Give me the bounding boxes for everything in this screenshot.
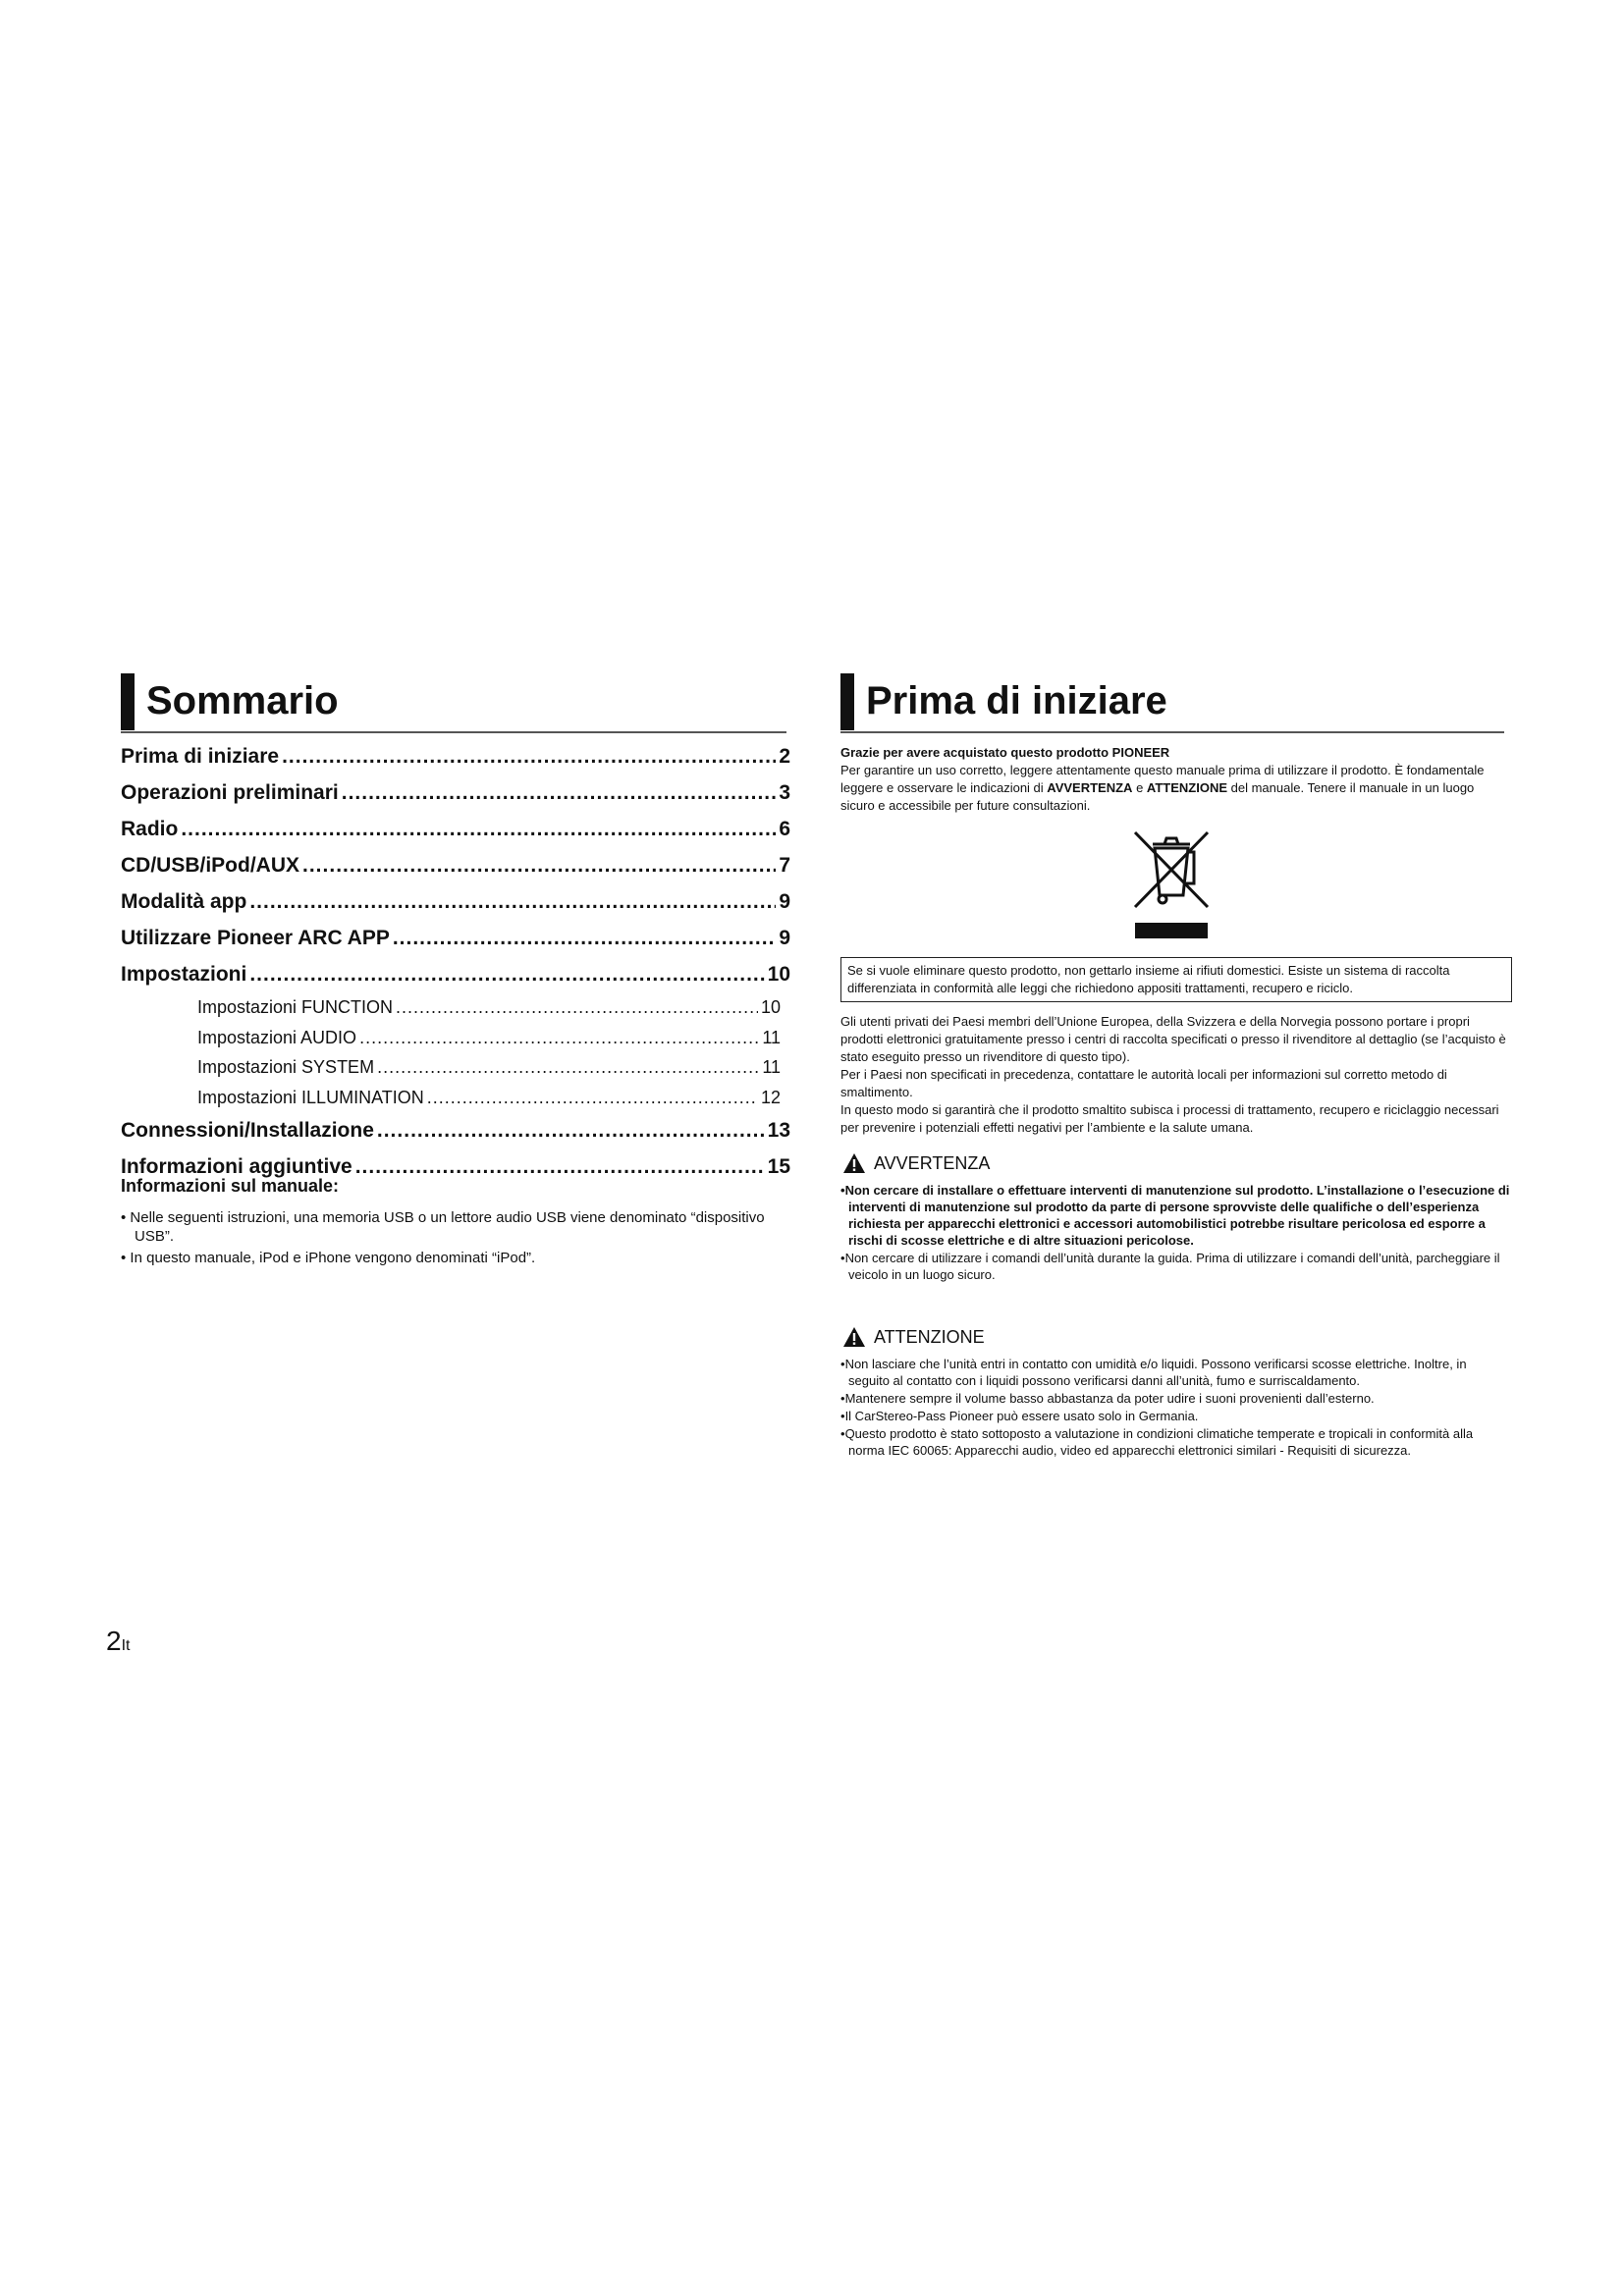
page-number	[106, 1625, 130, 1663]
attenzione-title: ATTENZIONE	[874, 1326, 985, 1347]
dot-leader	[396, 992, 758, 1023]
header-rule	[121, 731, 786, 733]
dot-leader	[427, 1083, 758, 1113]
header-rule	[840, 731, 1504, 733]
dot-leader	[302, 847, 776, 883]
toc-label: Impostazioni FUNCTION	[197, 997, 394, 1017]
toc-page: 13	[767, 1119, 790, 1142]
toc-label: Operazioni preliminari	[121, 781, 339, 804]
toc-label: Modalità app	[121, 890, 247, 913]
toc-page: 11	[762, 1027, 781, 1047]
list-item: • In questo manuale, iPod e iPhone vengono denominati “iPod”.	[121, 1249, 788, 1267]
warning-triangle-icon	[842, 1152, 866, 1174]
dot-leader	[249, 883, 776, 920]
dot-leader	[249, 956, 764, 992]
prima-title: Prima di iniziare	[866, 679, 1167, 722]
intro-block	[840, 744, 1510, 815]
dot-leader	[377, 1112, 765, 1148]
intro-text: Per garantire un uso corretto, leggere attentamente questo manuale prima di utilizzare il prodotto. È fondamentale leggere e osservare le indicazioni di	[840, 763, 1485, 795]
manual-info	[121, 1176, 788, 1270]
paragraph: Gli utenti privati dei Paesi membri dell’Unione Europea, della Svizzera e della Norvegia possono portare i propri prodotti elettronici gratuitamente presso i centri di raccolta specificati o presso il rivenditore al dettaglio (se l’acquisto è stato eseguito presso un rivenditore di questo tipo).	[840, 1014, 1506, 1064]
list-item: • Non cercare di installare o effettuare interventi di manutenzione sul prodotto. L’installazione o l’esecuzione di interventi di manutenzione sul prodotto da parte di persone sprovviste delle qualifiche o dell’esperienza richiesta per apparecchi elettronici e accessori automobilistici potrebbe risultare pericolosa ed esporre a rischi di scosse elettriche e di altre situazioni pericolose.	[840, 1182, 1510, 1249]
toc-label: Connessioni/Installazione	[121, 1119, 374, 1142]
toc-page: 7	[779, 854, 790, 877]
dot-leader	[282, 738, 776, 774]
dot-leader	[377, 1052, 759, 1083]
toc-entry[interactable]	[121, 811, 790, 847]
manual-info-list	[121, 1208, 788, 1267]
intro-text: e	[1132, 780, 1147, 795]
attenzione-heading	[842, 1326, 985, 1348]
intro-paragraph	[840, 762, 1510, 815]
list-item: • Nelle seguenti istruzioni, una memoria USB o un lettore audio USB viene denominato “dispositivo USB”.	[121, 1208, 788, 1246]
toc-page: 11	[762, 1057, 781, 1077]
paragraph: In questo modo si garantirà che il prodotto smaltito subisca i processi di trattamento, recupero e riciclaggio necessari per prevenire i potenziali effetti negativi per l’ambiente e la salute umana.	[840, 1102, 1499, 1135]
toc-page: 2	[779, 745, 790, 768]
toc-page: 9	[779, 927, 790, 949]
toc-subentry[interactable]	[121, 992, 790, 1023]
toc-label: Impostazioni SYSTEM	[197, 1057, 375, 1077]
crossed-out-wheelie-bin-icon	[1129, 823, 1214, 940]
toc-page: 15	[767, 1155, 790, 1178]
dot-leader	[181, 811, 776, 847]
toc-entry[interactable]	[121, 1112, 790, 1148]
paragraph: Per i Paesi non specificati in precedenza, contattare le autorità locali per informazioni sul corretto metodo di smaltimento.	[840, 1067, 1447, 1099]
page-number-value: 2	[106, 1626, 122, 1656]
toc-entry[interactable]	[121, 774, 790, 811]
dot-leader	[359, 1023, 759, 1053]
toc-entry[interactable]	[121, 883, 790, 920]
section-bar	[840, 673, 854, 730]
toc-entry[interactable]	[121, 920, 790, 956]
toc-entry[interactable]	[121, 738, 790, 774]
language-suffix: It	[121, 1637, 131, 1654]
toc-label: Impostazioni	[121, 963, 247, 986]
section-bar	[121, 673, 135, 730]
toc-page: 6	[779, 818, 790, 840]
toc-subentry[interactable]	[121, 1023, 790, 1053]
toc-label: Prima di iniziare	[121, 745, 280, 768]
table-of-contents	[121, 738, 790, 1185]
toc-entry[interactable]	[121, 956, 790, 992]
toc-label: Impostazioni ILLUMINATION	[197, 1087, 424, 1107]
attenzione-list	[840, 1356, 1510, 1460]
avvertenza-heading	[842, 1152, 990, 1174]
thanks-line: Grazie per avere acquistato questo prodotto PIONEER	[840, 745, 1170, 760]
toc-page: 12	[760, 1087, 781, 1107]
toc-label: CD/USB/iPod/AUX	[121, 854, 300, 877]
toc-label: Impostazioni AUDIO	[197, 1027, 357, 1047]
list-item: • Il CarStereo-Pass Pioneer può essere usato solo in Germania.	[840, 1408, 1510, 1424]
toc-page: 9	[779, 890, 790, 913]
intro-text: del manuale. Tenere il manuale in un luogo sicuro e accessibile per future consultazioni.	[840, 780, 1475, 813]
list-item: • Mantenere sempre il volume basso abbastanza da poter udire i suoni provenienti dall’esterno.	[840, 1390, 1510, 1407]
disposal-notice: Se si vuole eliminare questo prodotto, non gettarlo insieme ai rifiuti domestici. Esiste un sistema di raccolta differenziata in conformità alle leggi che richiedono appositi trattamenti, recupero e riciclo.	[840, 957, 1512, 1002]
toc-page: 3	[779, 781, 790, 804]
sommario-title: Sommario	[146, 679, 339, 722]
intro-avvertenza: AVVERTENZA	[1047, 780, 1133, 795]
toc-label: Informazioni aggiuntive	[121, 1155, 352, 1178]
manual-info-title: Informazioni sul manuale:	[121, 1176, 340, 1196]
dot-leader	[342, 774, 777, 811]
disposal-info	[840, 1013, 1510, 1137]
dot-leader	[393, 920, 776, 956]
toc-subentry[interactable]	[121, 1083, 790, 1113]
list-item: • Non cercare di utilizzare i comandi dell’unità durante la guida. Prima di utilizzare i comandi dell’unità, parcheggiare il veicolo in un luogo sicuro.	[840, 1250, 1510, 1283]
avvertenza-title: AVVERTENZA	[874, 1152, 991, 1173]
toc-label: Radio	[121, 818, 179, 840]
toc-subentry[interactable]	[121, 1052, 790, 1083]
toc-entry[interactable]	[121, 847, 790, 883]
sommario-header	[121, 671, 786, 732]
prima-header	[840, 671, 1504, 732]
list-item: • Non lasciare che l’unità entri in contatto con umidità e/o liquidi. Possono verificarsi scosse elettriche. Inoltre, in seguito al contatto con i liquidi possono verificarsi danni all’unità, fumo e surriscaldamento.	[840, 1356, 1510, 1389]
warning-triangle-icon	[842, 1326, 866, 1348]
toc-page: 10	[760, 997, 781, 1017]
toc-label: Utilizzare Pioneer ARC APP	[121, 927, 390, 949]
list-item: • Questo prodotto è stato sottoposto a valutazione in condizioni climatiche temperate e tropicali in conformità alla norma IEC 60065: Apparecchi audio, video ed apparecchi elettronici similari - Requisiti di sicurezza.	[840, 1425, 1510, 1459]
toc-page: 10	[767, 963, 790, 986]
avvertenza-list	[840, 1182, 1510, 1284]
intro-attenzione: ATTENZIONE	[1146, 780, 1228, 795]
